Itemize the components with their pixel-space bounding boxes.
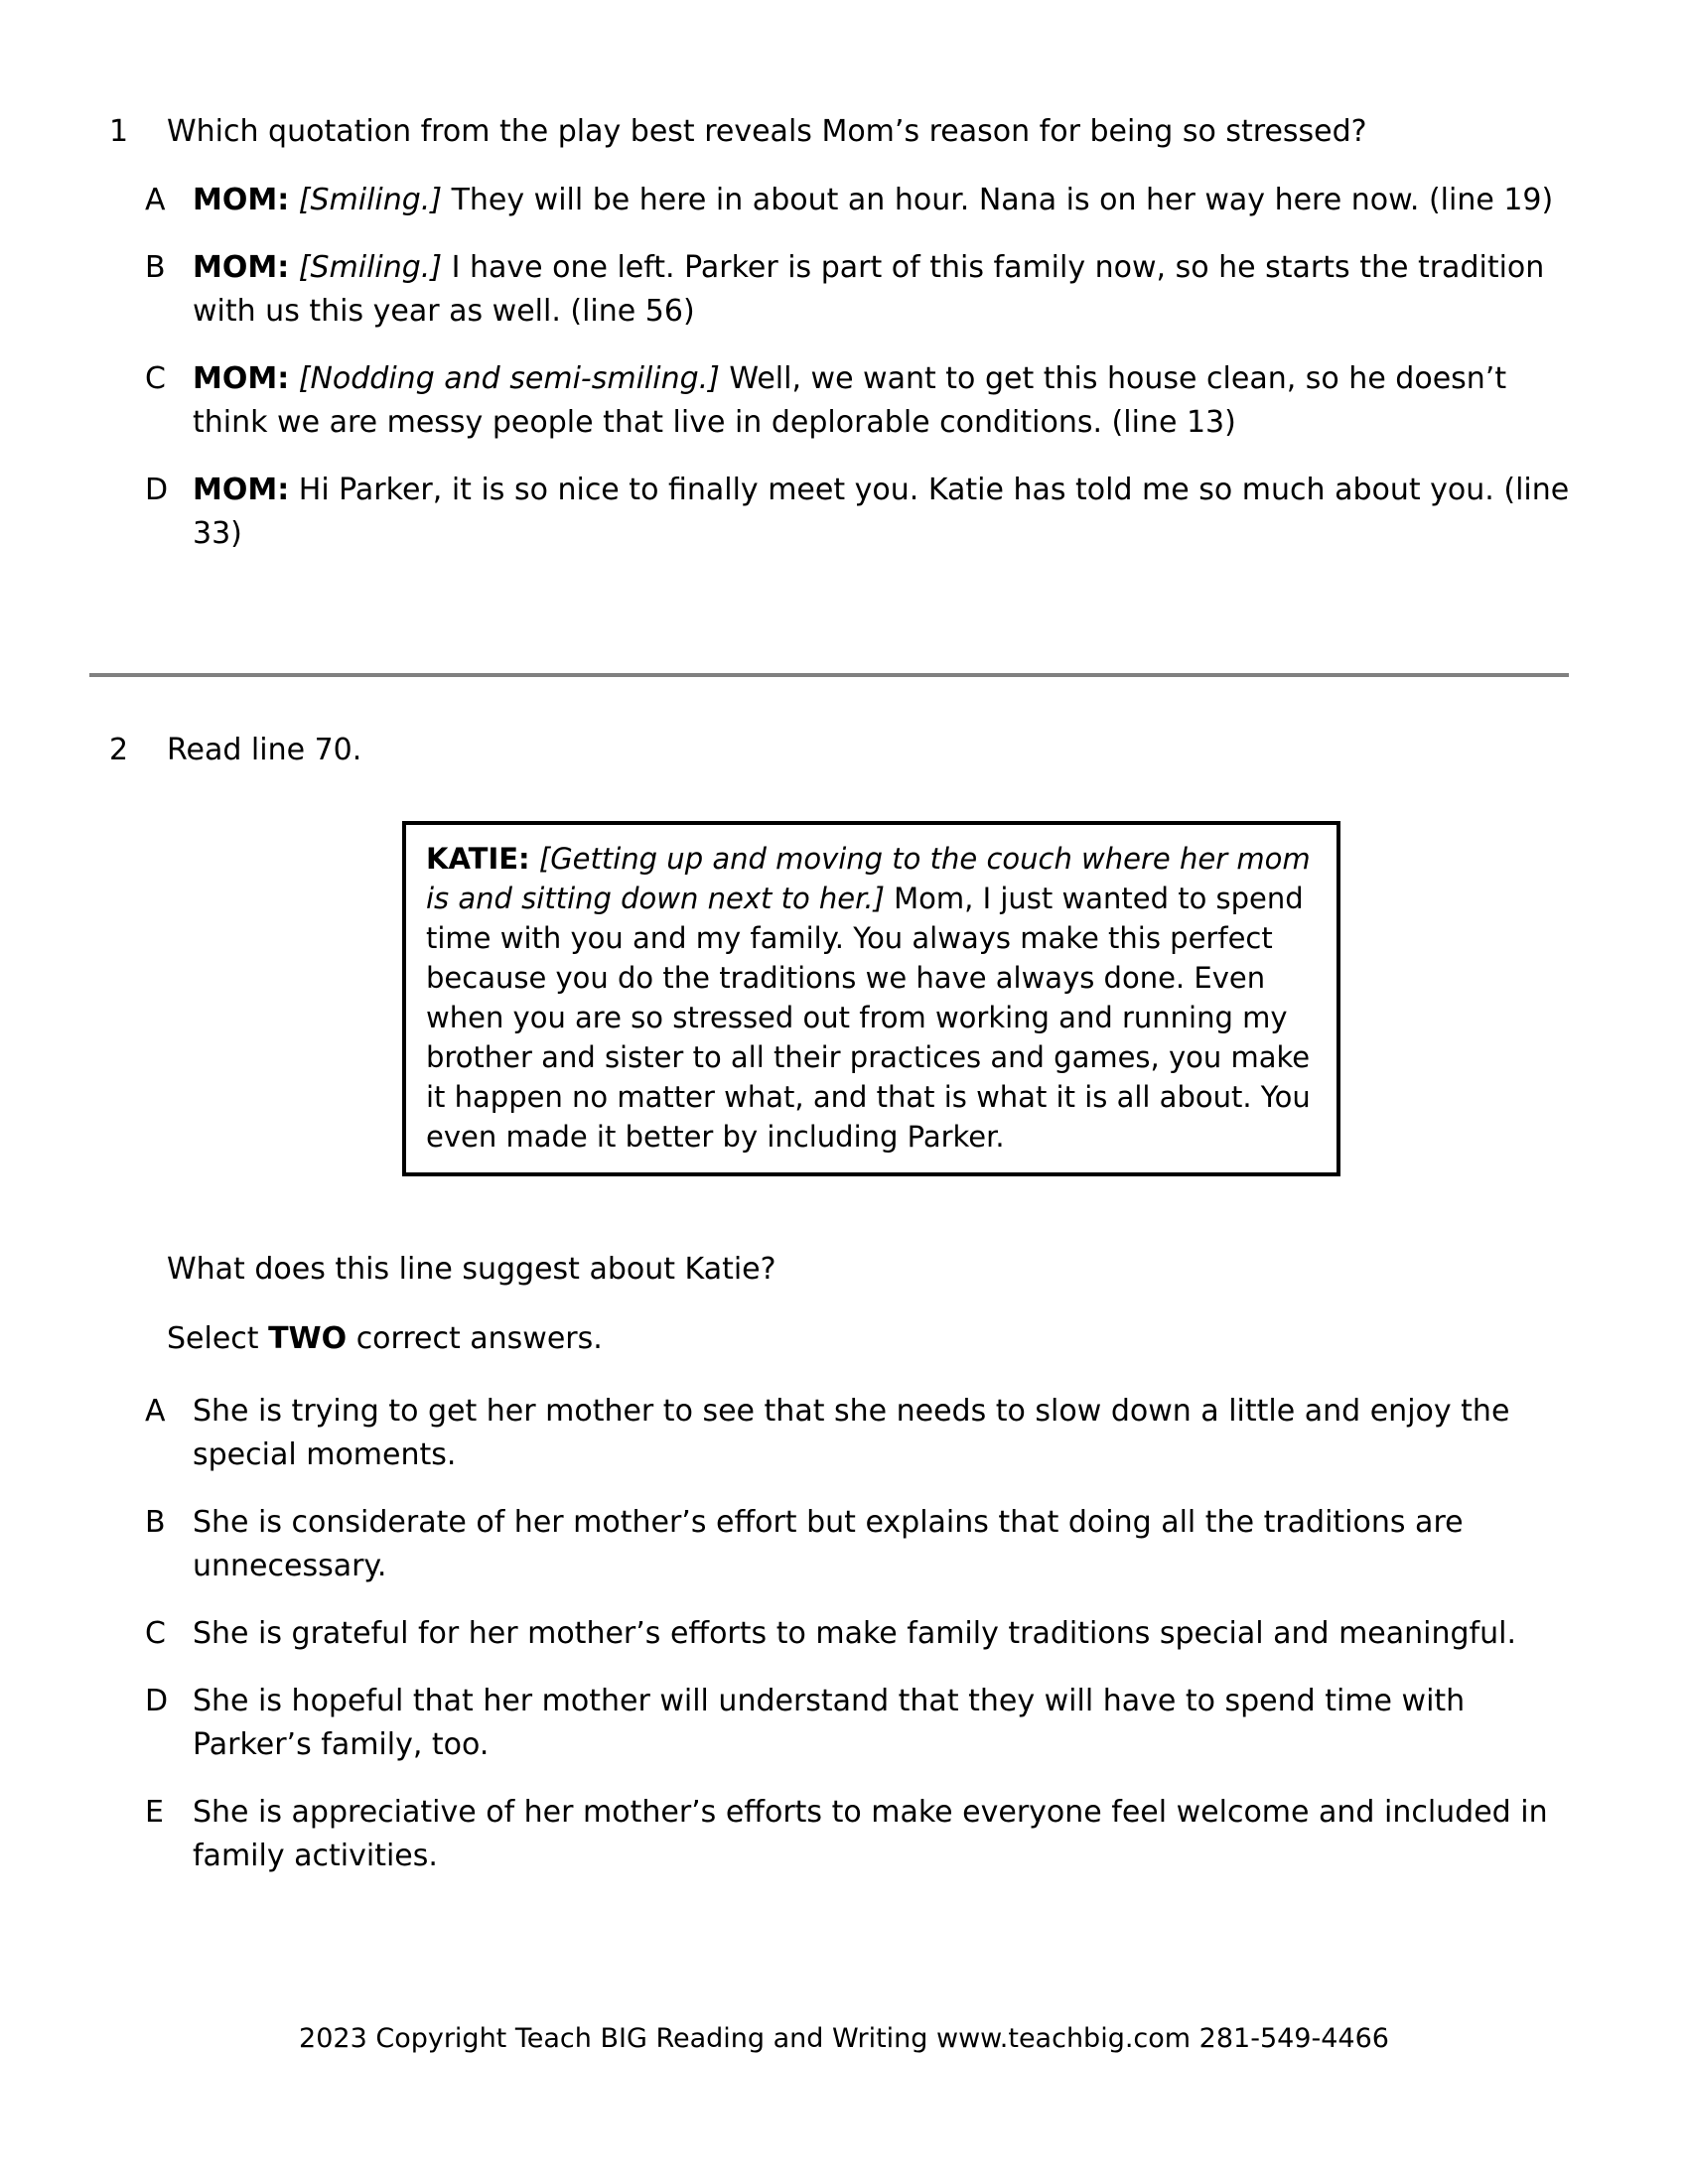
choice-letter: B <box>145 1505 166 1540</box>
choice-letter: D <box>145 1684 169 1718</box>
quote-speaker-label: KATIE: <box>426 842 530 876</box>
quote-text: Mom, I just wanted to spend time with you and my family. You always make this perfect because you do the traditions we have always done. Even when you are so stressed out from working and running my brother and sister to all their practices and games, you make it happen no matter what, and that is what it is all about. You even made it better by including Parker. <box>426 882 1311 1154</box>
speaker-label: MOM: <box>193 473 290 507</box>
instruction-prefix: Select <box>167 1321 269 1356</box>
choice-letter: A <box>145 183 166 217</box>
choice-text: She is grateful for her mother’s efforts to make family traditions special and meaningful. <box>193 1616 1516 1651</box>
question-1-choice-c[interactable] <box>109 357 1579 445</box>
question-2-choices <box>109 1390 1579 1902</box>
speaker-label: MOM: <box>193 183 290 217</box>
choice-letter: D <box>145 473 169 507</box>
choice-body <box>193 179 1579 222</box>
question-2-stem-row <box>109 730 1579 771</box>
choice-body <box>193 246 1579 334</box>
question-2-stem: Read line 70. <box>167 733 362 767</box>
question-2-instruction <box>167 1318 603 1360</box>
page-footer: 2023 Copyright Teach BIG Reading and Writing www.teachbig.com 281-549-4466 <box>299 2023 1389 2054</box>
question-2-choice-e[interactable] <box>109 1791 1579 1878</box>
question-2-choice-b[interactable] <box>109 1501 1579 1588</box>
question-1-block <box>109 111 1579 580</box>
question-1-choice-d[interactable] <box>109 469 1579 556</box>
question-1-choice-a[interactable] <box>109 179 1579 222</box>
question-1-number: 1 <box>109 114 129 149</box>
choice-text: They will be here in about an hour. Nana is on her way here now. (line 19) <box>442 183 1554 217</box>
question-2-choice-c[interactable] <box>109 1612 1579 1656</box>
question-1-stem-row <box>109 111 1579 153</box>
choice-letter: A <box>145 1394 166 1429</box>
speaker-label: MOM: <box>193 361 290 396</box>
question-1-stem: Which quotation from the play best reveals Mom’s reason for being so stressed? <box>167 114 1367 149</box>
question-1-choices <box>109 179 1579 556</box>
choice-text: Hi Parker, it is so nice to finally meet you. Katie has told me so much about you. (line 33) <box>193 473 1570 551</box>
choice-text: I have one left. Parker is part of this family now, so he starts the tradition with us this year as well. (line 56) <box>193 250 1545 329</box>
question-2-choice-d[interactable] <box>109 1680 1579 1767</box>
instruction-emphasis: TWO <box>268 1321 348 1356</box>
choice-text: She is hopeful that her mother will understand that they will have to spend time with Parker’s family, too. <box>193 1684 1466 1762</box>
choice-letter: C <box>145 1616 166 1651</box>
question-2-number: 2 <box>109 733 129 767</box>
question-2-choice-a[interactable] <box>109 1390 1579 1477</box>
question-2-prompt: What does this line suggest about Katie? <box>167 1252 776 1287</box>
instruction-suffix: correct answers. <box>347 1321 603 1356</box>
speaker-label: MOM: <box>193 250 290 285</box>
stage-direction: [Smiling.] <box>298 183 443 217</box>
choice-text: She is considerate of her mother’s effort but explains that doing all the traditions are unnecessary. <box>193 1505 1464 1583</box>
section-divider <box>89 673 1569 677</box>
question-1-choice-b[interactable] <box>109 246 1579 334</box>
question-2-block <box>109 730 1579 771</box>
choice-body <box>193 357 1579 445</box>
choice-letter: C <box>145 361 166 396</box>
choice-text: She is trying to get her mother to see that she needs to slow down a little and enjoy the special moments. <box>193 1394 1510 1472</box>
choice-text: She is appreciative of her mother’s efforts to make everyone feel welcome and included in family activities. <box>193 1795 1548 1873</box>
choice-body <box>193 469 1579 556</box>
stage-direction: [Nodding and semi-smiling.] <box>298 361 720 396</box>
quote-stage-direction: [Getting up and moving to the couch where her mom is and sitting down next to her.] <box>426 842 1311 915</box>
stage-direction: [Smiling.] <box>298 250 443 285</box>
choice-text: Well, we want to get this house clean, so he doesn’t think we are messy people that live in deplorable conditions. (line 13) <box>193 361 1507 440</box>
quoted-passage-box <box>402 821 1340 1176</box>
choice-letter: E <box>145 1795 164 1830</box>
choice-letter: B <box>145 250 166 285</box>
